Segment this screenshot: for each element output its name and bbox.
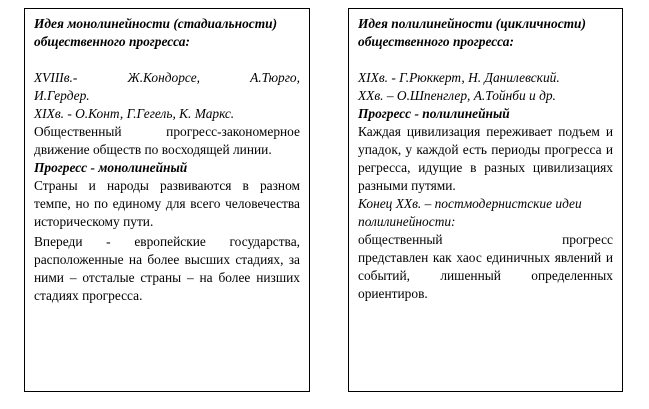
spacer (358, 51, 613, 69)
monolinear-progress-box (24, 8, 310, 392)
polylinear-subtitle: Прогресс - полилинейный (358, 106, 510, 121)
polylinear-paragraph-2: представлен как хаос единичных явлений и событий, лишенный определенных ориентиров. (358, 250, 613, 301)
polylinear-paragraph-1: Каждая цивилизация переживает подъем и упадок, у каждой есть периоды прогресса и регресса, идущие в разных цивилизациях разными путями. (358, 124, 613, 193)
century-18-line (34, 69, 300, 87)
word-progress: прогресс (562, 232, 613, 247)
word-obshchestvenny: общественный (358, 232, 443, 247)
polylinear-paragraph-2-first-line (358, 231, 613, 249)
polylinear-progress-box (348, 8, 623, 392)
century-20-line: XXв. – О.Шпенглер, А.Тойнби и др. (358, 88, 556, 103)
spacer (34, 51, 300, 69)
century-18-name-condorcet: Ж.Кондорсе, (127, 70, 200, 85)
monolinear-title: Идея монолинейности (стадиальности) общественного прогресса: (34, 16, 278, 49)
century-18-name-herder: И.Гердер. (34, 88, 90, 103)
polylinear-title: Идея полилинейности (цикличности) общественного прогресса: (358, 16, 586, 49)
century-19-line: XIXв. - О.Конт, Г.Гегель, К. Маркс. (34, 106, 235, 121)
postmodern-line: Конец XXв. – постмодернистские идеи полилинейности: (358, 196, 582, 229)
progress-definition: Общественный прогресс-закономерное движение обществ по восходящей линии. (34, 124, 300, 157)
century-19-line: XIXв. - Г.Рюккерт, Н. Данилевский. (358, 70, 560, 85)
monolinear-paragraph-1: Страны и народы развиваются в разном темпе, но по единому для всего человечества историческому пути. (34, 178, 300, 229)
century-18-label: XVIIIв.- (34, 70, 78, 85)
monolinear-paragraph-2: Впереди - европейские государства, расположенные на более высших стадиях, за ними – отсталые страны – на более низших стадиях прогресса. (34, 234, 300, 303)
century-18-name-turgot: А.Тюрго, (250, 70, 300, 85)
monolinear-subtitle: Прогресс - монолинейный (34, 160, 188, 175)
